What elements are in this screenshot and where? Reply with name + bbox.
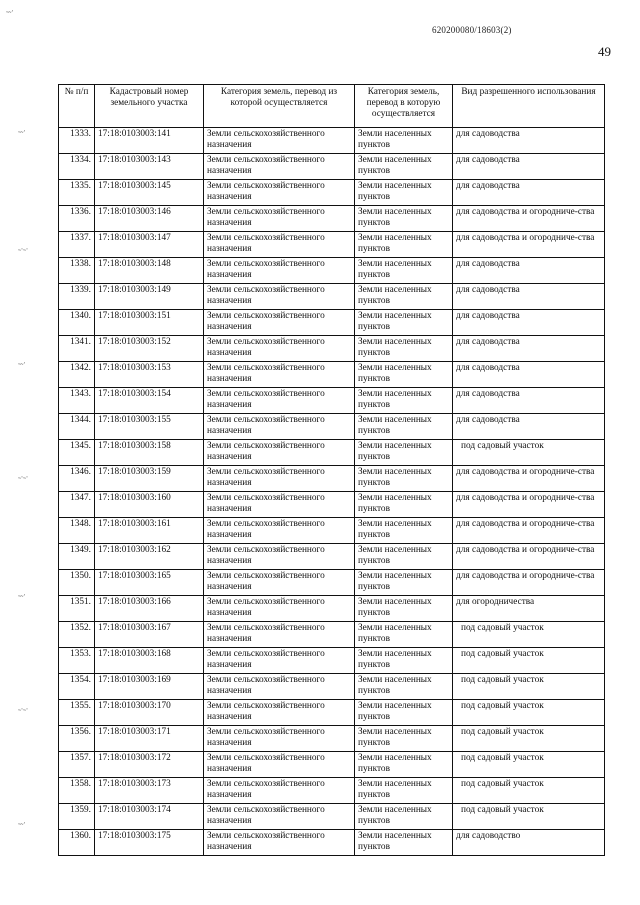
table-row: [59, 284, 605, 310]
category-to-cell: Земли населенных пунктов: [355, 258, 453, 284]
margin-mark: ~~': [18, 594, 26, 600]
margin-mark: ~'~': [18, 708, 29, 714]
row-number-cell: 1333.: [59, 128, 95, 154]
row-number-cell: 1349.: [59, 544, 95, 570]
category-from-cell: Земли сельскохозяйственного назначения: [204, 752, 355, 778]
permitted-use-cell: для садоводства: [453, 388, 605, 414]
cadastral-number-cell: 17:18:0103003:160: [95, 492, 204, 518]
category-from-cell: Земли сельскохозяйственного назначения: [204, 466, 355, 492]
cadastral-number-cell: 17:18:0103003:146: [95, 206, 204, 232]
row-number-cell: 1342.: [59, 362, 95, 388]
header-number: № п/п: [59, 85, 95, 128]
category-from-cell: Земли сельскохозяйственного назначения: [204, 544, 355, 570]
permitted-use-cell: для садоводства: [453, 336, 605, 362]
margin-mark: ~~': [18, 362, 26, 368]
permitted-use-cell: для садоводства и огородниче-ства: [453, 544, 605, 570]
cadastral-number-cell: 17:18:0103003:149: [95, 284, 204, 310]
permitted-use-cell: для садоводства и огородниче-ства: [453, 206, 605, 232]
category-from-cell: Земли сельскохозяйственного назначения: [204, 622, 355, 648]
table-row: [59, 674, 605, 700]
category-to-cell: Земли населенных пунктов: [355, 674, 453, 700]
category-from-cell: Земли сельскохозяйственного назначения: [204, 414, 355, 440]
cadastral-number-cell: 17:18:0103003:151: [95, 310, 204, 336]
table-row: [59, 596, 605, 622]
permitted-use-cell: для садоводства и огородниче-ства: [453, 466, 605, 492]
permitted-use-cell: для садоводства: [453, 284, 605, 310]
cadastral-number-cell: 17:18:0103003:141: [95, 128, 204, 154]
category-from-cell: Земли сельскохозяйственного назначения: [204, 674, 355, 700]
cadastral-number-cell: 17:18:0103003:166: [95, 596, 204, 622]
table-row: [59, 752, 605, 778]
row-number-cell: 1339.: [59, 284, 95, 310]
table-row: [59, 700, 605, 726]
table-row: [59, 622, 605, 648]
category-to-cell: Земли населенных пунктов: [355, 284, 453, 310]
category-to-cell: Земли населенных пунктов: [355, 440, 453, 466]
permitted-use-cell: для садоводства: [453, 154, 605, 180]
permitted-use-cell: для садоводства: [453, 180, 605, 206]
row-number-cell: 1357.: [59, 752, 95, 778]
category-to-cell: Земли населенных пунктов: [355, 518, 453, 544]
category-from-cell: Земли сельскохозяйственного назначения: [204, 362, 355, 388]
table-row: [59, 414, 605, 440]
row-number-cell: 1335.: [59, 180, 95, 206]
category-from-cell: Земли сельскохозяйственного назначения: [204, 258, 355, 284]
permitted-use-cell: под садовый участок: [453, 648, 605, 674]
land-plots-table: [58, 84, 605, 856]
permitted-use-cell: для садоводства и огородниче-ства: [453, 492, 605, 518]
category-to-cell: Земли населенных пунктов: [355, 310, 453, 336]
table-row: [59, 492, 605, 518]
category-to-cell: Земли населенных пунктов: [355, 752, 453, 778]
category-to-cell: Земли населенных пунктов: [355, 622, 453, 648]
category-from-cell: Земли сельскохозяйственного назначения: [204, 726, 355, 752]
permitted-use-cell: для садоводства и огородниче-ства: [453, 518, 605, 544]
cadastral-number-cell: 17:18:0103003:148: [95, 258, 204, 284]
cadastral-number-cell: 17:18:0103003:145: [95, 180, 204, 206]
table-row: [59, 830, 605, 856]
category-to-cell: Земли населенных пунктов: [355, 128, 453, 154]
cadastral-number-cell: 17:18:0103003:159: [95, 466, 204, 492]
cadastral-number-cell: 17:18:0103003:175: [95, 830, 204, 856]
permitted-use-cell: для садоводства: [453, 258, 605, 284]
table-row: [59, 778, 605, 804]
table-row: [59, 518, 605, 544]
row-number-cell: 1351.: [59, 596, 95, 622]
category-from-cell: Земли сельскохозяйственного назначения: [204, 596, 355, 622]
page-number: 49: [598, 44, 611, 59]
category-from-cell: Земли сельскохозяйственного назначения: [204, 518, 355, 544]
category-to-cell: Земли населенных пунктов: [355, 804, 453, 830]
category-from-cell: Земли сельскохозяйственного назначения: [204, 388, 355, 414]
row-number-cell: 1340.: [59, 310, 95, 336]
category-from-cell: Земли сельскохозяйственного назначения: [204, 830, 355, 856]
category-to-cell: Земли населенных пунктов: [355, 362, 453, 388]
row-number-cell: 1355.: [59, 700, 95, 726]
table-row: [59, 648, 605, 674]
row-number-cell: 1345.: [59, 440, 95, 466]
category-from-cell: Земли сельскохозяйственного назначения: [204, 336, 355, 362]
cadastral-number-cell: 17:18:0103003:168: [95, 648, 204, 674]
table-row: [59, 362, 605, 388]
row-number-cell: 1356.: [59, 726, 95, 752]
row-number-cell: 1359.: [59, 804, 95, 830]
row-number-cell: 1358.: [59, 778, 95, 804]
margin-mark: ~~': [6, 10, 14, 16]
row-number-cell: 1352.: [59, 622, 95, 648]
table-row: [59, 232, 605, 258]
margin-mark: ~'~': [18, 248, 29, 254]
category-to-cell: Земли населенных пунктов: [355, 414, 453, 440]
table-row: [59, 180, 605, 206]
table-row: [59, 128, 605, 154]
margin-mark: ~'~': [18, 476, 29, 482]
permitted-use-cell: под садовый участок: [453, 674, 605, 700]
category-to-cell: Земли населенных пунктов: [355, 492, 453, 518]
document-code: 620200080/18603(2): [432, 25, 512, 35]
permitted-use-cell: для садоводства: [453, 414, 605, 440]
row-number-cell: 1347.: [59, 492, 95, 518]
cadastral-number-cell: 17:18:0103003:165: [95, 570, 204, 596]
table-body: [59, 128, 605, 856]
permitted-use-cell: под садовый участок: [453, 622, 605, 648]
category-to-cell: Земли населенных пунктов: [355, 232, 453, 258]
table-row: [59, 544, 605, 570]
permitted-use-cell: для садоводство: [453, 830, 605, 856]
category-to-cell: Земли населенных пунктов: [355, 388, 453, 414]
category-from-cell: Земли сельскохозяйственного назначения: [204, 128, 355, 154]
category-to-cell: Земли населенных пунктов: [355, 206, 453, 232]
table-header-row: [59, 85, 605, 128]
category-from-cell: Земли сельскохозяйственного назначения: [204, 700, 355, 726]
header-cadastral-number: Кадастровый номер земельного участка: [95, 85, 204, 128]
cadastral-number-cell: 17:18:0103003:174: [95, 804, 204, 830]
cadastral-number-cell: 17:18:0103003:162: [95, 544, 204, 570]
category-to-cell: Земли населенных пунктов: [355, 336, 453, 362]
table-row: [59, 466, 605, 492]
category-to-cell: Земли населенных пунктов: [355, 778, 453, 804]
category-from-cell: Земли сельскохозяйственного назначения: [204, 440, 355, 466]
category-from-cell: Земли сельскохозяйственного назначения: [204, 232, 355, 258]
row-number-cell: 1343.: [59, 388, 95, 414]
category-from-cell: Земли сельскохозяйственного назначения: [204, 648, 355, 674]
cadastral-number-cell: 17:18:0103003:161: [95, 518, 204, 544]
category-to-cell: Земли населенных пунктов: [355, 596, 453, 622]
header-category-to: Категория земель, перевод в которую осуществляется: [355, 85, 453, 128]
table-row: [59, 258, 605, 284]
category-to-cell: Земли населенных пунктов: [355, 180, 453, 206]
category-from-cell: Земли сельскохозяйственного назначения: [204, 180, 355, 206]
cadastral-number-cell: 17:18:0103003:153: [95, 362, 204, 388]
row-number-cell: 1338.: [59, 258, 95, 284]
category-to-cell: Земли населенных пунктов: [355, 700, 453, 726]
table-row: [59, 206, 605, 232]
category-to-cell: Земли населенных пунктов: [355, 544, 453, 570]
table-row: [59, 570, 605, 596]
cadastral-number-cell: 17:18:0103003:155: [95, 414, 204, 440]
permitted-use-cell: для огородничества: [453, 596, 605, 622]
cadastral-number-cell: 17:18:0103003:173: [95, 778, 204, 804]
category-from-cell: Земли сельскохозяйственного назначения: [204, 804, 355, 830]
permitted-use-cell: для садоводства: [453, 128, 605, 154]
table-row: [59, 726, 605, 752]
category-to-cell: Земли населенных пунктов: [355, 154, 453, 180]
cadastral-number-cell: 17:18:0103003:154: [95, 388, 204, 414]
permitted-use-cell: под садовый участок: [453, 726, 605, 752]
cadastral-number-cell: 17:18:0103003:147: [95, 232, 204, 258]
row-number-cell: 1334.: [59, 154, 95, 180]
category-to-cell: Земли населенных пунктов: [355, 830, 453, 856]
row-number-cell: 1344.: [59, 414, 95, 440]
cadastral-number-cell: 17:18:0103003:170: [95, 700, 204, 726]
cadastral-number-cell: 17:18:0103003:143: [95, 154, 204, 180]
permitted-use-cell: под садовый участок: [453, 440, 605, 466]
row-number-cell: 1348.: [59, 518, 95, 544]
cadastral-number-cell: 17:18:0103003:158: [95, 440, 204, 466]
row-number-cell: 1346.: [59, 466, 95, 492]
margin-mark: ~~': [18, 130, 26, 136]
row-number-cell: 1360.: [59, 830, 95, 856]
permitted-use-cell: под садовый участок: [453, 752, 605, 778]
category-from-cell: Земли сельскохозяйственного назначения: [204, 310, 355, 336]
cadastral-number-cell: 17:18:0103003:169: [95, 674, 204, 700]
permitted-use-cell: для садоводства: [453, 362, 605, 388]
header-category-from: Категория земель, перевод из которой осуществляется: [204, 85, 355, 128]
row-number-cell: 1354.: [59, 674, 95, 700]
permitted-use-cell: для садоводства и огородниче-ства: [453, 570, 605, 596]
table-row: [59, 804, 605, 830]
row-number-cell: 1353.: [59, 648, 95, 674]
row-number-cell: 1337.: [59, 232, 95, 258]
margin-mark: ~~': [18, 822, 26, 828]
table-row: [59, 336, 605, 362]
row-number-cell: 1341.: [59, 336, 95, 362]
cadastral-number-cell: 17:18:0103003:172: [95, 752, 204, 778]
category-to-cell: Земли населенных пунктов: [355, 466, 453, 492]
table-row: [59, 154, 605, 180]
table-row: [59, 440, 605, 466]
category-from-cell: Земли сельскохозяйственного назначения: [204, 570, 355, 596]
binding-margin-marks: [0, 0, 40, 905]
permitted-use-cell: под садовый участок: [453, 700, 605, 726]
row-number-cell: 1336.: [59, 206, 95, 232]
permitted-use-cell: под садовый участок: [453, 804, 605, 830]
table-row: [59, 310, 605, 336]
table-row: [59, 388, 605, 414]
cadastral-number-cell: 17:18:0103003:152: [95, 336, 204, 362]
header-permitted-use: Вид разрешенного использования: [453, 85, 605, 128]
category-to-cell: Земли населенных пунктов: [355, 726, 453, 752]
category-from-cell: Земли сельскохозяйственного назначения: [204, 492, 355, 518]
permitted-use-cell: для садоводства и огородниче-ства: [453, 232, 605, 258]
category-to-cell: Земли населенных пунктов: [355, 648, 453, 674]
category-from-cell: Земли сельскохозяйственного назначения: [204, 154, 355, 180]
cadastral-number-cell: 17:18:0103003:167: [95, 622, 204, 648]
category-from-cell: Земли сельскохозяйственного назначения: [204, 778, 355, 804]
permitted-use-cell: для садоводства: [453, 310, 605, 336]
row-number-cell: 1350.: [59, 570, 95, 596]
category-from-cell: Земли сельскохозяйственного назначения: [204, 206, 355, 232]
cadastral-number-cell: 17:18:0103003:171: [95, 726, 204, 752]
category-to-cell: Земли населенных пунктов: [355, 570, 453, 596]
category-from-cell: Земли сельскохозяйственного назначения: [204, 284, 355, 310]
permitted-use-cell: под садовый участок: [453, 778, 605, 804]
